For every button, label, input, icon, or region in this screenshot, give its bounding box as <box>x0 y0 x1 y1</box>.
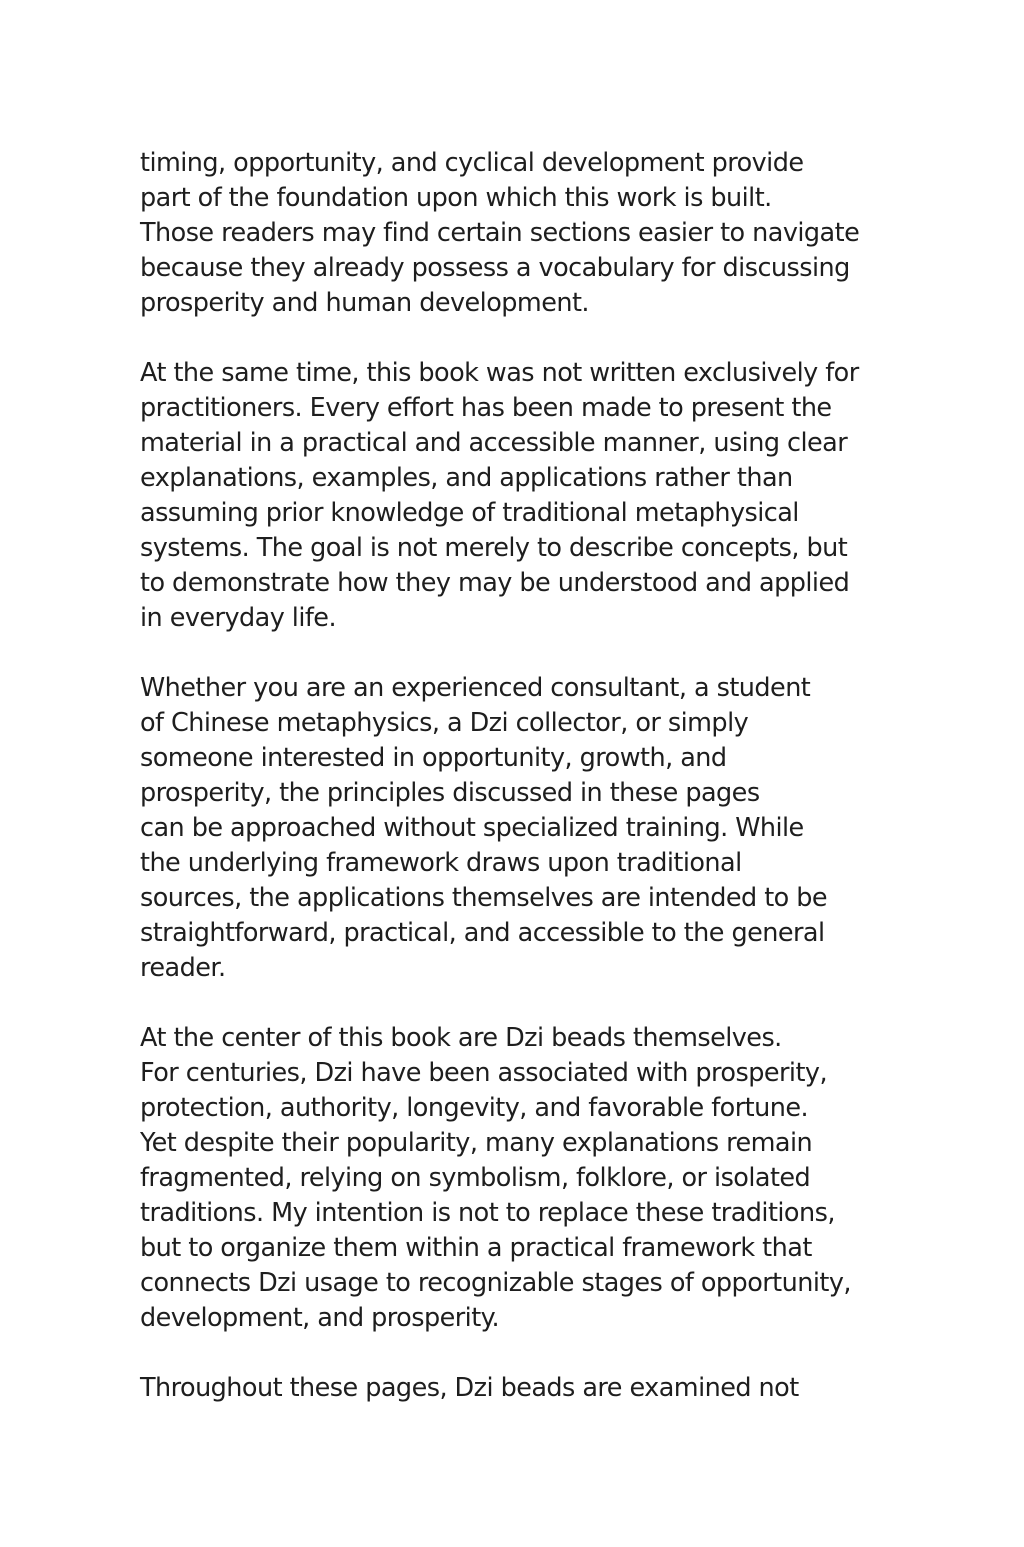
text-line: Throughout these pages, Dzi beads are examined not <box>140 1373 799 1403</box>
text-line: At the center of this book are Dzi beads themselves. <box>140 1023 782 1053</box>
text-line: Those readers may find certain sections easier to navigate <box>140 218 860 248</box>
text-line: At the same time, this book was not written exclusively for <box>140 358 859 388</box>
text-line: sources, the applications themselves are intended to be <box>140 883 828 913</box>
text-line: development, and prosperity. <box>140 1303 500 1333</box>
text-line: reader. <box>140 953 226 983</box>
text-line: but to organize them within a practical framework that <box>140 1233 812 1263</box>
paragraph-5 <box>140 1371 920 1406</box>
text-line: material in a practical and accessible manner, using clear <box>140 428 848 458</box>
text-line: can be approached without specialized training. While <box>140 813 804 843</box>
text-line: timing, opportunity, and cyclical development provide <box>140 148 804 178</box>
text-line: practitioners. Every effort has been made to present the <box>140 393 832 423</box>
paragraph-4 <box>140 1021 920 1336</box>
text-line: prosperity, the principles discussed in these pages <box>140 778 760 808</box>
text-line: systems. The goal is not merely to describe concepts, but <box>140 533 848 563</box>
text-line: Yet despite their popularity, many explanations remain <box>140 1128 813 1158</box>
text-line: part of the foundation upon which this work is built. <box>140 183 772 213</box>
text-line: to demonstrate how they may be understood and applied <box>140 568 850 598</box>
text-line: the underlying framework draws upon traditional <box>140 848 742 878</box>
text-line: explanations, examples, and applications rather than <box>140 463 793 493</box>
paragraph-3 <box>140 671 920 986</box>
text-line: prosperity and human development. <box>140 288 589 318</box>
text-line: straightforward, practical, and accessible to the general <box>140 918 825 948</box>
text-line: because they already possess a vocabulary for discussing <box>140 253 850 283</box>
paragraph-1 <box>140 146 920 321</box>
text-line: traditions. My intention is not to replace these traditions, <box>140 1198 835 1228</box>
paragraph-2 <box>140 356 920 636</box>
text-line: of Chinese metaphysics, a Dzi collector, or simply <box>140 708 749 738</box>
text-line: assuming prior knowledge of traditional metaphysical <box>140 498 799 528</box>
text-line: in everyday life. <box>140 603 336 633</box>
text-line: Whether you are an experienced consultant, a student <box>140 673 811 703</box>
text-line: someone interested in opportunity, growth, and <box>140 743 727 773</box>
body-text <box>140 146 920 1441</box>
text-line: fragmented, relying on symbolism, folklore, or isolated <box>140 1163 811 1193</box>
text-line: For centuries, Dzi have been associated with prosperity, <box>140 1058 827 1088</box>
text-line: connects Dzi usage to recognizable stages of opportunity, <box>140 1268 851 1298</box>
text-line: protection, authority, longevity, and favorable fortune. <box>140 1093 809 1123</box>
